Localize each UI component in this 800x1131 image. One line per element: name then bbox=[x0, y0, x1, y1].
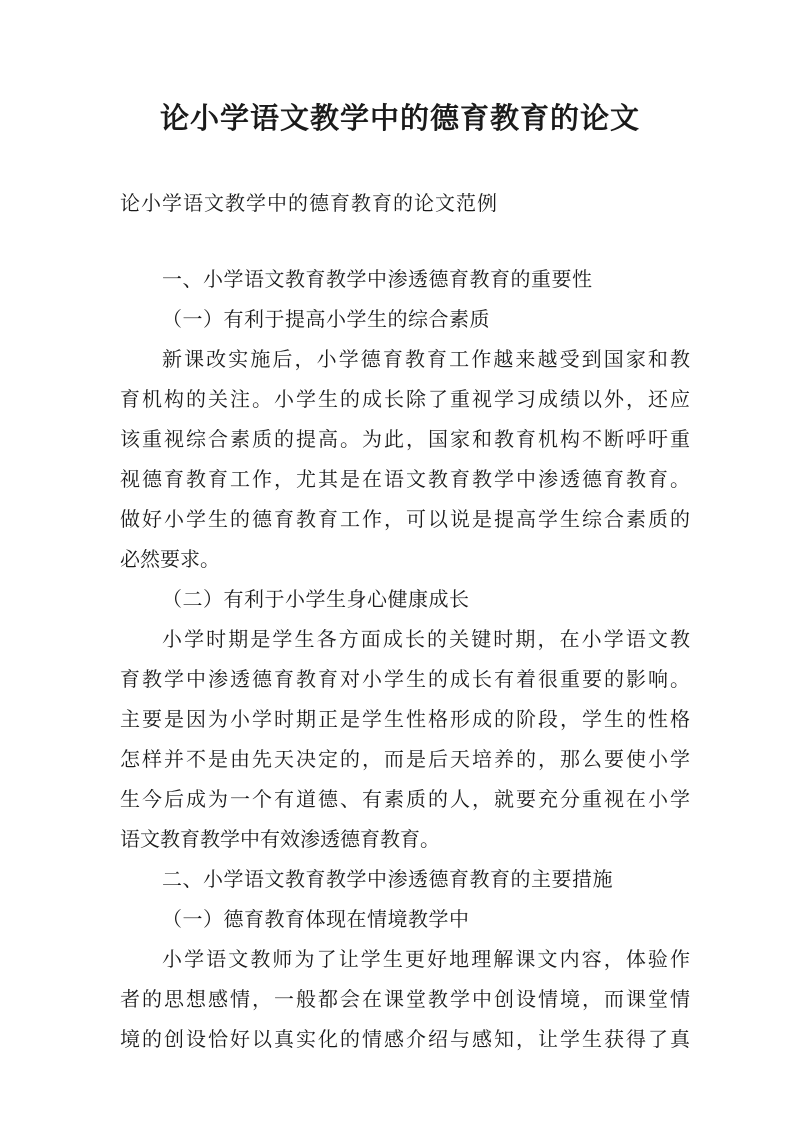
paragraph-line: 育机构的关注。小学生的成长除了重视学习成绩以外，还应 bbox=[120, 387, 690, 411]
section-1-subheading-2: （二）有利于小学生身心健康成长 bbox=[162, 587, 470, 611]
paragraph-line: 该重视综合素质的提高。为此，国家和教育机构不断呼吁重 bbox=[120, 427, 690, 451]
paragraph-line: 者的思想感情，一般都会在课堂教学中创设情境，而课堂情 bbox=[120, 987, 690, 1011]
paragraph-line: 小学语文教师为了让学生更好地理解课文内容，体验作 bbox=[162, 947, 690, 971]
paragraph-line: 新课改实施后，小学德育教育工作越来越受到国家和教 bbox=[162, 347, 690, 371]
paragraph-line: 育教学中渗透德育教育对小学生的成长有着很重要的影响。 bbox=[120, 667, 690, 691]
paragraph-line: 必然要求。 bbox=[120, 547, 220, 571]
section-1-subheading-1: （一）有利于提高小学生的综合素质 bbox=[162, 307, 490, 331]
paragraph-line: 小学时期是学生各方面成长的关键时期，在小学语文教 bbox=[162, 627, 690, 651]
paragraph-line: 做好小学生的德育教育工作，可以说是提高学生综合素质的 bbox=[120, 507, 690, 531]
paragraph-line: 境的创设恰好以真实化的情感介绍与感知，让学生获得了真 bbox=[120, 1027, 690, 1051]
document-subtitle: 论小学语文教学中的德育教育的论文范例 bbox=[120, 191, 498, 215]
paragraph-line: 主要是因为小学时期正是学生性格形成的阶段，学生的性格 bbox=[120, 707, 690, 731]
paragraph-1 bbox=[120, 339, 690, 579]
paragraph-line: 语文教育教学中有效渗透德育教育。 bbox=[120, 827, 440, 851]
section-2-heading: 二、小学语文教育教学中渗透德育教育的主要措施 bbox=[162, 867, 613, 891]
paragraph-line: 怎样并不是由先天决定的，而是后天培养的，那么要使小学 bbox=[120, 747, 690, 771]
section-2-subheading-1: （一）德育教育体现在情境教学中 bbox=[162, 907, 470, 931]
document-title: 论小学语文教学中的德育教育的论文 bbox=[159, 101, 640, 135]
paragraph-2 bbox=[120, 619, 690, 859]
section-1-heading: 一、小学语文教育教学中渗透德育教育的重要性 bbox=[162, 267, 593, 291]
paragraph-line: 生今后成为一个有道德、有素质的人，就要充分重视在小学 bbox=[120, 787, 690, 811]
paragraph-line: 视德育教育工作，尤其是在语文教育教学中渗透德育教育。 bbox=[120, 467, 690, 491]
paragraph-3 bbox=[120, 939, 690, 1059]
document-body bbox=[120, 259, 690, 1059]
